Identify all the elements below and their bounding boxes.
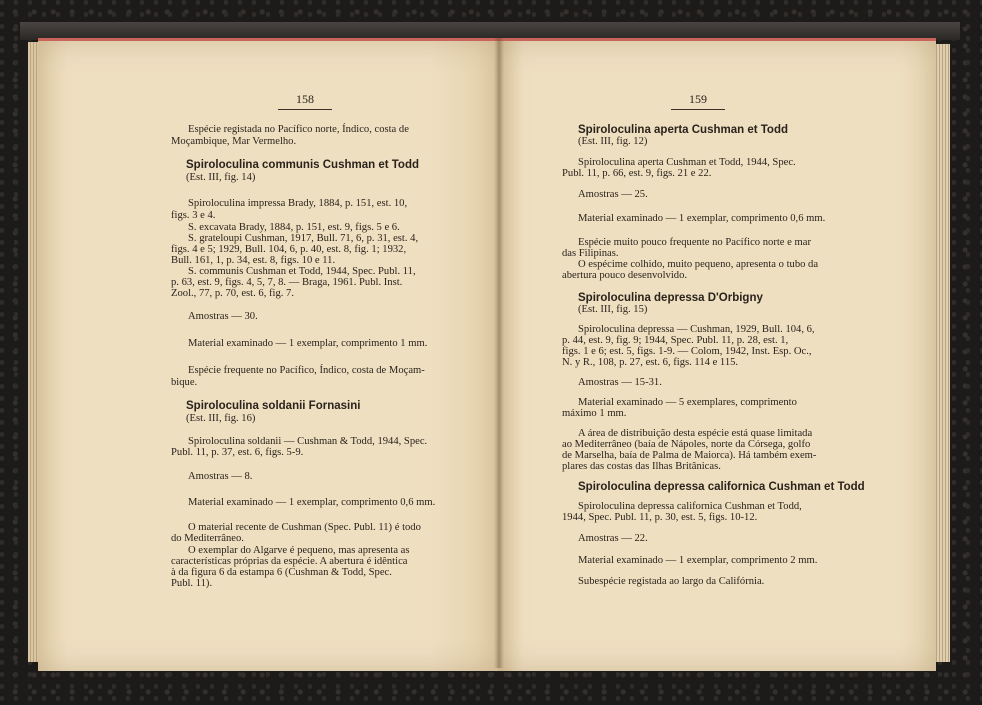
remark-line: ao Mediterrâneo (baía de Nápoles, norte da Córsega, golfo — [562, 439, 811, 450]
synonymy-line: N. y R., 108, p. 27, est. 6, figs. 114 e 115. — [562, 357, 739, 368]
right-page-edges — [934, 44, 950, 662]
remark-line: características próprias da espécie. A abertura é idêntica — [171, 556, 408, 567]
text-line: Moçambique, Mar Vermelho. — [171, 136, 297, 147]
remark-line: Espécie muito pouco frequente no Pacífico norte e mar — [578, 237, 811, 248]
remark-line: O espécime colhido, muito pequeno, apresenta o tubo da — [578, 259, 819, 270]
samples-line: Amostras — 22. — [578, 533, 648, 544]
synonymy-line: Publ. 11, p. 37, est. 6, figs. 5-9. — [171, 447, 304, 458]
material-line: Material examinado — 1 exemplar, comprimento 2 mm. — [578, 555, 818, 566]
remark-line: Espécie frequente no Pacífico, Índico, costa de Moçam- — [188, 365, 425, 376]
synonymy-line: p. 44, est. 9, fig. 9; 1944, Spec. Publ. 11, p. 28, est. 1, — [562, 335, 789, 346]
remark-line: plares das costas das Ilhas Britânicas. — [562, 461, 721, 472]
remark-line: abertura pouco desenvolvido. — [562, 270, 688, 281]
remark-line: de Marselha, baía de Palma de Maiorca). Há também exem- — [562, 450, 817, 461]
synonymy-line: S. grateloupi Cushman, 1917, Bull. 71, 6, p. 31, est. 4, — [188, 233, 419, 244]
synonymy-line: Bull. 161, 1, p. 34, est. 8, figs. 10 e 11. — [171, 255, 336, 266]
synonymy-line: p. 63, est. 9, figs. 4, 5, 7, 8. — Braga, 1961. Publ. Inst. — [171, 277, 403, 288]
page-number-right: 159 — [668, 92, 728, 110]
samples-line: Amostras — 8. — [188, 471, 253, 482]
species-heading: Spiroloculina depressa californica Cushman et Todd — [578, 481, 865, 493]
material-line: máximo 1 mm. — [562, 408, 627, 419]
remark-line: bique. — [171, 377, 198, 388]
synonymy-line: Spiroloculina impressa Brady, 1884, p. 151, est. 10, — [188, 198, 408, 209]
synonymy-line: Publ. 11, p. 66, est. 9, figs. 21 e 22. — [562, 168, 712, 179]
material-line: Material examinado — 1 exemplar, comprimento 0,6 mm. — [188, 497, 436, 508]
plate-reference: (Est. III, fig. 16) — [186, 413, 256, 424]
species-heading: Spiroloculina communis Cushman et Todd — [186, 159, 419, 171]
synonymy-line: Spiroloculina soldanii — Cushman & Todd, 1944, Spec. — [188, 436, 428, 447]
remark-line: das Filipinas. — [562, 248, 619, 259]
synonymy-line: figs. 3 e 4. — [171, 210, 216, 221]
remark-line: Publ. 11). — [171, 578, 213, 589]
synonymy-line: Zool., 77, p. 70, est. 6, fig. 7. — [171, 288, 294, 299]
text-line: Espécie registada no Pacífico norte, Índico, costa de — [188, 124, 409, 135]
synonymy-line: figs. 4 e 5; 1929, Bull. 104, 6, p. 40, est. 8, fig. 1; 1932, — [171, 244, 407, 255]
plate-reference: (Est. III, fig. 12) — [578, 136, 648, 147]
species-heading: Spiroloculina aperta Cushman et Todd — [578, 124, 789, 136]
remark-line: à da figura 6 da estampa 6 (Cushman & Todd, Spec. — [171, 567, 392, 578]
species-heading: Spiroloculina soldanii Fornasini — [186, 400, 361, 412]
samples-line: Amostras — 30. — [188, 311, 258, 322]
synonymy-line: S. communis Cushman et Todd, 1944, Spec. Publ. 11, — [188, 266, 416, 277]
synonymy-line: Spiroloculina depressa — Cushman, 1929, Bull. 104, 6, — [578, 324, 815, 335]
remark-line: do Mediterrâneo. — [171, 533, 244, 544]
samples-line: Amostras — 15-31. — [578, 377, 662, 388]
synonymy-line: Spiroloculina depressa californica Cushman et Todd, — [578, 501, 802, 512]
remark-line: O exemplar do Algarve é pequeno, mas apresenta as — [188, 545, 410, 556]
material-line: Material examinado — 1 exemplar, comprimento 0,6 mm. — [578, 213, 826, 224]
synonymy-line: figs. 1 e 6; est. 5, figs. 1-9. — Colom, 1942, Inst. Esp. Oc., — [562, 346, 812, 357]
material-line: Material examinado — 5 exemplares, comprimento — [578, 397, 797, 408]
species-heading: Spiroloculina depressa D'Orbigny — [578, 292, 763, 304]
material-line: Material examinado — 1 exemplar, comprimento 1 mm. — [188, 338, 428, 349]
samples-line: Amostras — 25. — [578, 189, 648, 200]
synonymy-line: 1944, Spec. Publ. 11, p. 30, est. 5, figs. 10-12. — [562, 512, 758, 523]
plate-reference: (Est. III, fig. 14) — [186, 172, 256, 183]
plate-reference: (Est. III, fig. 15) — [578, 304, 648, 315]
remark-line: O material recente de Cushman (Spec. Publ. 11) é todo — [188, 522, 421, 533]
synonymy-line: Spiroloculina aperta Cushman et Todd, 1944, Spec. — [578, 157, 796, 168]
synonymy-line: S. excavata Brady, 1884, p. 151, est. 9, figs. 5 e 6. — [188, 222, 400, 233]
book-gutter — [494, 38, 504, 668]
remark-line: Subespécie registada ao largo da Califórnia. — [578, 576, 765, 587]
remark-line: A área de distribuição desta espécie está quase limitada — [578, 428, 813, 439]
page-number-left: 158 — [275, 92, 335, 110]
